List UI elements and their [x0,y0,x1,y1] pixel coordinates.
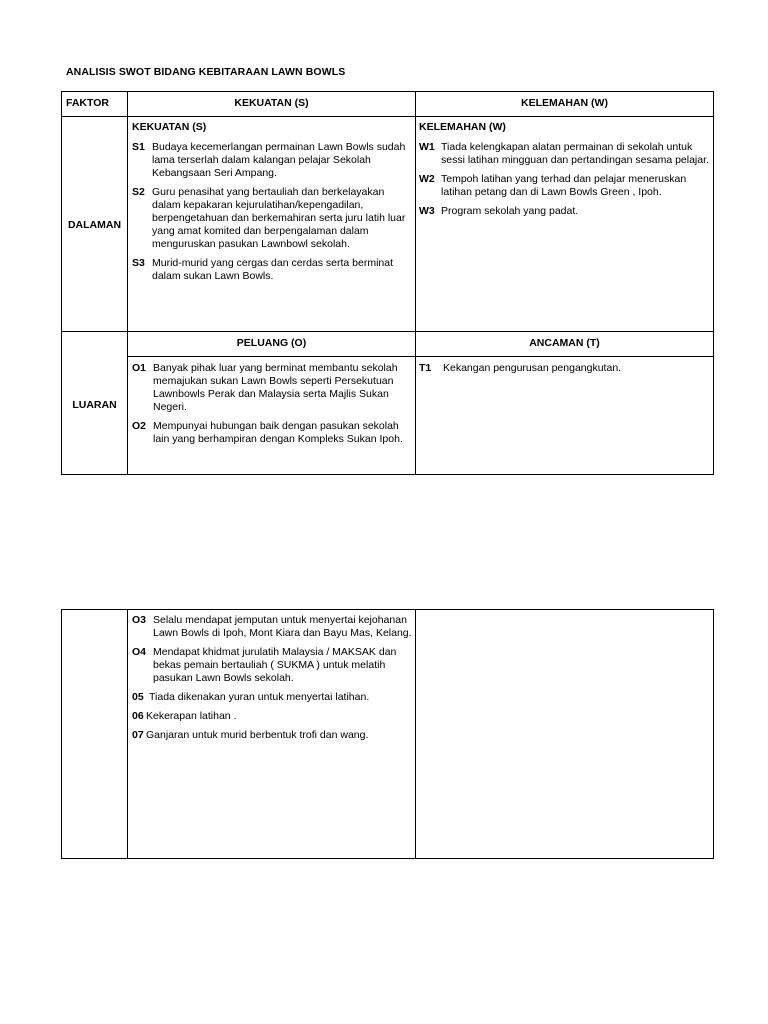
kelemahan-cell [419,121,709,224]
item-code: 05 [132,691,144,703]
list-item [419,173,709,199]
table1-section-rule [61,331,714,332]
item-code: O2 [132,420,147,432]
item-code: W1 [419,141,435,153]
item-text: Tiada kelengkapan alatan permainan di sekolah untuk sessi latihan mingguan dan pertandingan sesama pelajar. [441,141,709,166]
list-item [132,729,412,742]
item-text: Mendapat khidmat jurulatih Malaysia / MAKSAK dan bekas pemain bertauliah ( SUKMA ) untuk melatih pasukan Lawn Bowls sekolah. [153,646,397,684]
header-faktor: FAKTOR [66,97,109,109]
list-item [132,710,412,723]
item-code: S2 [132,186,145,198]
item-code: S1 [132,141,145,153]
item-text: Tempoh latihan yang terhad dan pelajar meneruskan latihan petang dan di Lawn Bowls Green , Ipoh. [441,173,687,198]
item-code: 06 [132,710,144,722]
list-item [132,141,412,180]
item-code: W3 [419,205,435,217]
kelemahan-title: KELEMAHAN (W) [419,121,506,133]
item-code: O1 [132,362,147,374]
item-text: Kekangan pengurusan pengangkutan. [443,362,622,374]
item-text: Kekerapan latihan . [146,710,237,722]
kekuatan-title: KEKUATAN (S) [132,121,207,133]
faktor-dalaman: DALAMAN [67,219,122,231]
header-peluang: PELUANG (O) [236,337,307,349]
item-text: Ganjaran untuk murid berbentuk trofi dan wang. [146,729,369,741]
item-text: Banyak pihak luar yang berminat membantu sekolah memajukan sukan Lawn Bowls seperti Persekutuan Lawnbowls Perak dan Malaysia serta Majlis Sukan Negeri. [153,362,398,413]
item-code: W2 [419,173,435,185]
table2-divider-faktor [127,609,128,859]
header-kekuatan: KEKUATAN (S) [234,97,309,109]
list-item [132,257,412,283]
kekuatan-cell [132,121,412,289]
item-text: Budaya kecemerlangan permainan Lawn Bowls sudah lama terserlah dalam kalangan pelajar Sekolah Kebangsaan Seri Ampang. [152,141,406,179]
header-ancaman: ANCAMAN (T) [529,337,600,349]
item-text: Selalu mendapat jemputan untuk menyertai kejohanan Lawn Bowls di Ipoh, Mont Kiara dan Bayu Mas, Kelang. [153,614,412,639]
list-item [132,691,412,704]
list-item [132,186,412,251]
document-title: ANALISIS SWOT BIDANG KEBITARAAN LAWN BOWLS [66,66,346,78]
table1-divider-faktor [127,91,128,475]
ancaman-cell [419,362,709,381]
item-text: Guru penasihat yang bertauliah dan berkelayakan dalam kepakaran kejurulatihan/kepengadilan, berpengetahuan dan berkemahiran serta juru latih luar yang amat komited dan berpengalaman dalam menguruskan pasukan Lawnbowl sekolah. [152,186,406,250]
item-text: Tiada dikenakan yuran untuk menyertai latihan. [149,691,370,703]
item-code: T1 [419,362,432,374]
list-item [132,614,412,640]
header-kelemahan: KELEMAHAN (W) [521,97,608,109]
item-text: Mempunyai hubungan baik dengan pasukan sekolah lain yang berhampiran dengan Kompleks Sukan Ipoh. [153,420,403,445]
peluang-cell-continued [132,614,412,748]
item-text: Murid-murid yang cergas dan cerdas serta berminat dalam sukan Lawn Bowls. [152,257,394,282]
list-item [419,205,709,218]
table1-header-rule [61,116,714,117]
table2-divider-center [415,609,416,859]
list-item [132,420,412,446]
item-text: Program sekolah yang padat. [441,205,579,217]
item-code: S3 [132,257,145,269]
item-code: O3 [132,614,147,626]
table1-divider-center [415,91,416,475]
list-item [419,141,709,167]
faktor-luaran: LUARAN [72,399,117,411]
item-code: O4 [132,646,147,658]
item-code: 07 [132,729,144,741]
peluang-cell [132,362,412,452]
list-item [132,646,412,685]
table1-subheader-rule [127,356,714,357]
list-item [419,362,709,375]
list-item [132,362,412,414]
